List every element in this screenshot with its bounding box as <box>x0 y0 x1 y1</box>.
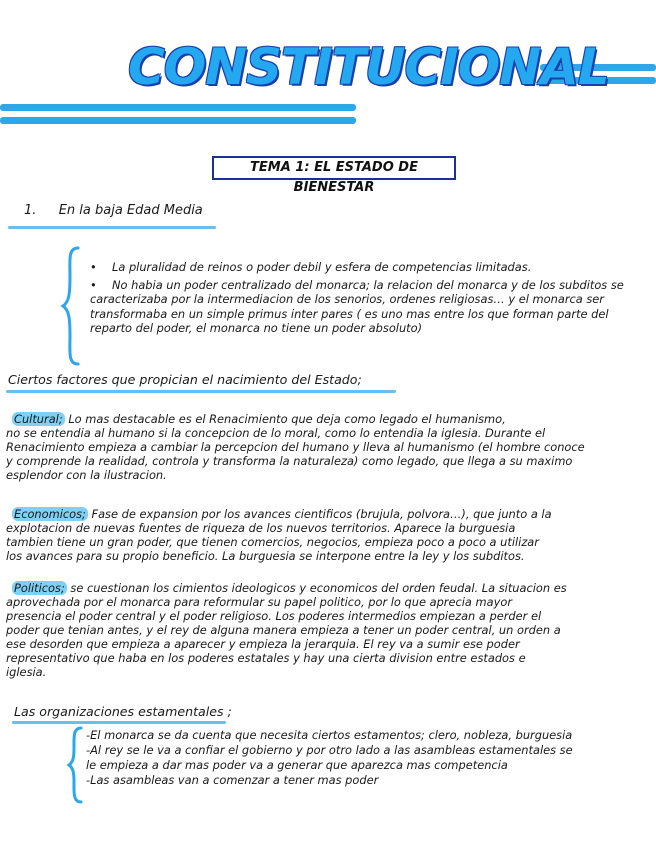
section-number: 1. <box>24 203 37 218</box>
list-item: -Al rey se le va a confiar el gobierno y por otro lado a las asambleas estamentales se <box>86 743 573 757</box>
list-item: • La pluralidad de reinos o poder debil y esfera de competencias limitadas. <box>90 260 532 274</box>
topic-subtitle: TEMA 1: EL ESTADO DE BIENESTAR <box>212 156 456 180</box>
list-item: -Las asambleas van a comenzar a tener mas poder <box>86 773 379 787</box>
section-label: En la baja Edad Media <box>58 203 203 218</box>
factors-underline <box>6 390 396 393</box>
list-item: • No habia un poder centralizado del monarca; la relacion del monarca y de los subditos se caracterizaba por la intermediacion de los senorios, ordenes religiosas… y el monarca ser transformaba en un simple primus inter pares ( es uno mas entre los que forman parte del reparto del poder, el monarca no tiene un poder absoluto) <box>90 277 624 335</box>
decor-stripe-left-2 <box>0 117 356 124</box>
organizaciones-list <box>86 728 646 788</box>
cultural-label: Cultural; <box>14 412 63 426</box>
brace-left-1 <box>60 246 84 366</box>
economicos-paragraph: Economicos; Fase de expansion por los avances cientificos (brujula, polvora…), que junto a la explotacion de nuevas fuentes de riqueza de los nuevos territorios. Aparece la burguesia tambien tiene un gran poder, que tienen comercios, negocios, empieza poco a poco a utilizar los avances para su propio beneficio. La burguesia se interpone entre la ley y los subditos. <box>6 507 552 563</box>
brace-left-2 <box>66 726 86 804</box>
organizaciones-heading: Las organizaciones estamentales ; <box>14 704 232 719</box>
politicos-label: Politicos; <box>14 581 65 595</box>
page-title: CONSTITUCIONAL <box>128 38 609 96</box>
list-item: le empieza a dar mas poder va a generar que aparezca mas competencia <box>86 758 508 772</box>
organizaciones-underline <box>12 721 226 724</box>
economicos-label: Economicos; <box>14 507 86 521</box>
politicos-paragraph: Politicos; se cuestionan los cimientos ideologicos y economicos del orden feudal. La situacion es aprovechada por el monarca para reformular su papel politico, por lo que aprecia mayor presencia el poder central y el poder religioso. Los poderes intermedios empiezan a perder el poder que tenian antes, y el rey de alguna manera empieza a tener un poder central, un orden a ese desorden que empieza a aparecer y empieza la jerarquia. El rey va a sumir ese poder representativo que haba en los poderes estatales y hay una cierta division entre estados e iglesia. <box>6 581 567 679</box>
decor-stripe-left-1 <box>0 104 356 111</box>
section-1-underline <box>8 226 216 229</box>
list-item: -El monarca se da cuenta que necesita ciertos estamentos; clero, nobleza, burguesia <box>86 728 573 742</box>
bullet-list <box>90 260 638 339</box>
cultural-paragraph: Cultural; Lo mas destacable es el Renacimiento que deja como legado el humanismo, no se entendia al humano si la concepcion de lo moral, como lo entendia la iglesia. Durante el Renacimiento empieza a cambiar la percepcion del humano y lleva al humanismo (el hombre conoce y comprende la realidad, controla y transforma la naturaleza) como legado, que llega a su maximo esplendor con la ilustracion. <box>6 412 585 482</box>
section-1-heading <box>24 203 203 218</box>
factors-heading: Ciertos factores que propician el nacimiento del Estado; <box>8 372 362 387</box>
